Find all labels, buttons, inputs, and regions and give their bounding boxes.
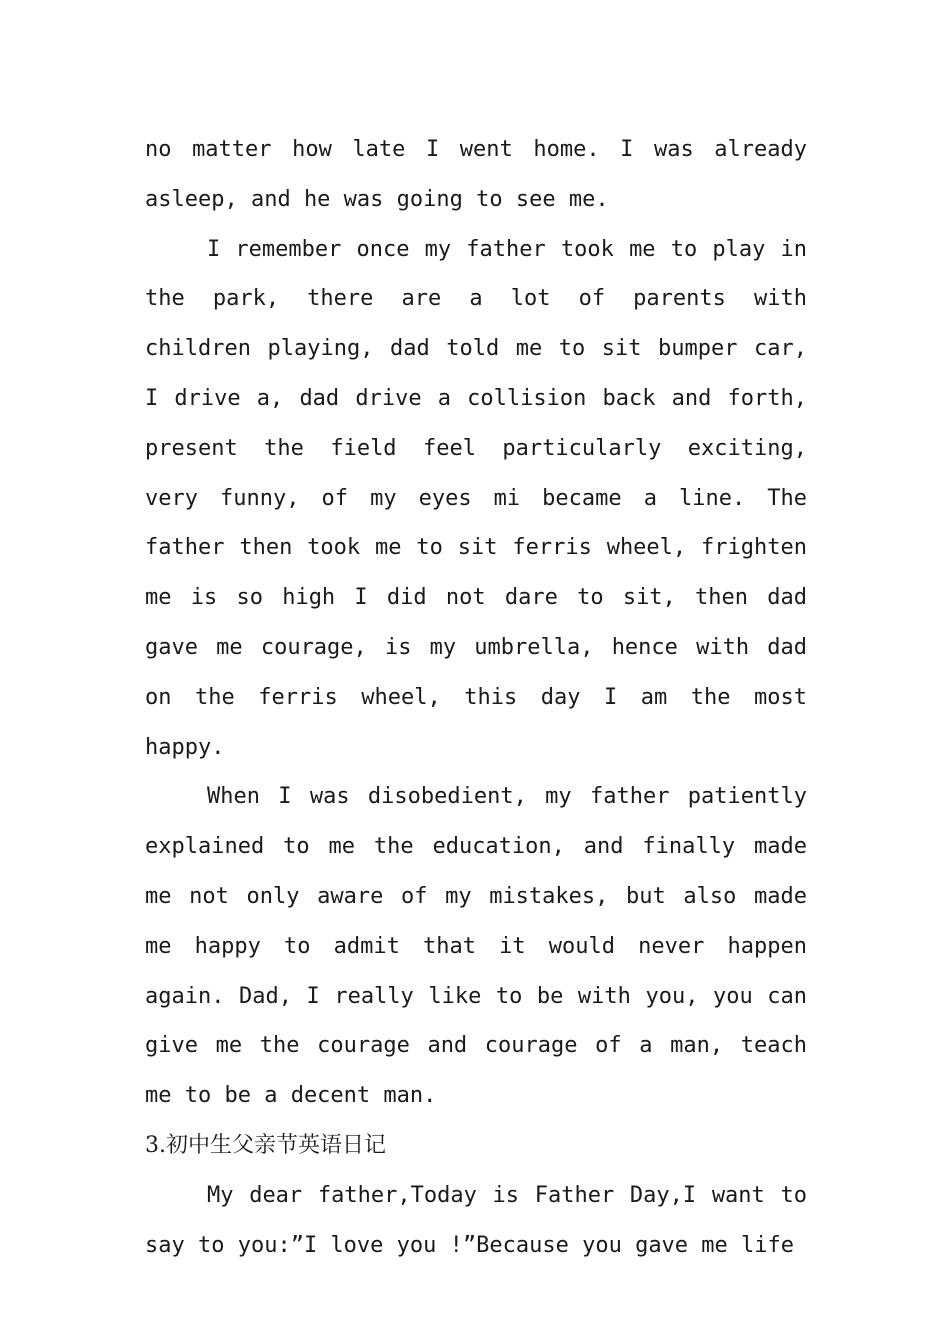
paragraph-continuation: no matter how late I went home. I was already asleep, and he was going to see me. <box>145 137 807 212</box>
paragraph-father-day: My dear father,Today is Father Day,I want to say to you:”I love you !”Because you gave me life <box>145 1182 807 1258</box>
paragraph-disobedient: When I was disobedient, my father patiently explained to me the education, and finally made me not only aware of my mistakes, but also made me happy to admit that it would never happen again. Dad, I really like to be with you, you can give me the courage and courage of a man, teach me to be a decent man. <box>145 784 807 1109</box>
section-heading: 3.初中生父亲节英语日记 <box>145 1132 386 1158</box>
paragraph-park-memory: I remember once my father took me to play in the park, there are a lot of parents with children playing, dad told me to sit bumper car, I drive a, dad drive a collision back and forth, present the field feel particularly exciting, very funny, of my eyes mi became a line. The father then took me to sit ferris wheel, frighten me is so high I did not dare to sit, then dad gave me courage, is my umbrella, hence with dad on the ferris wheel, this day I am the most happy. <box>145 236 807 760</box>
document-body <box>145 125 807 1270</box>
